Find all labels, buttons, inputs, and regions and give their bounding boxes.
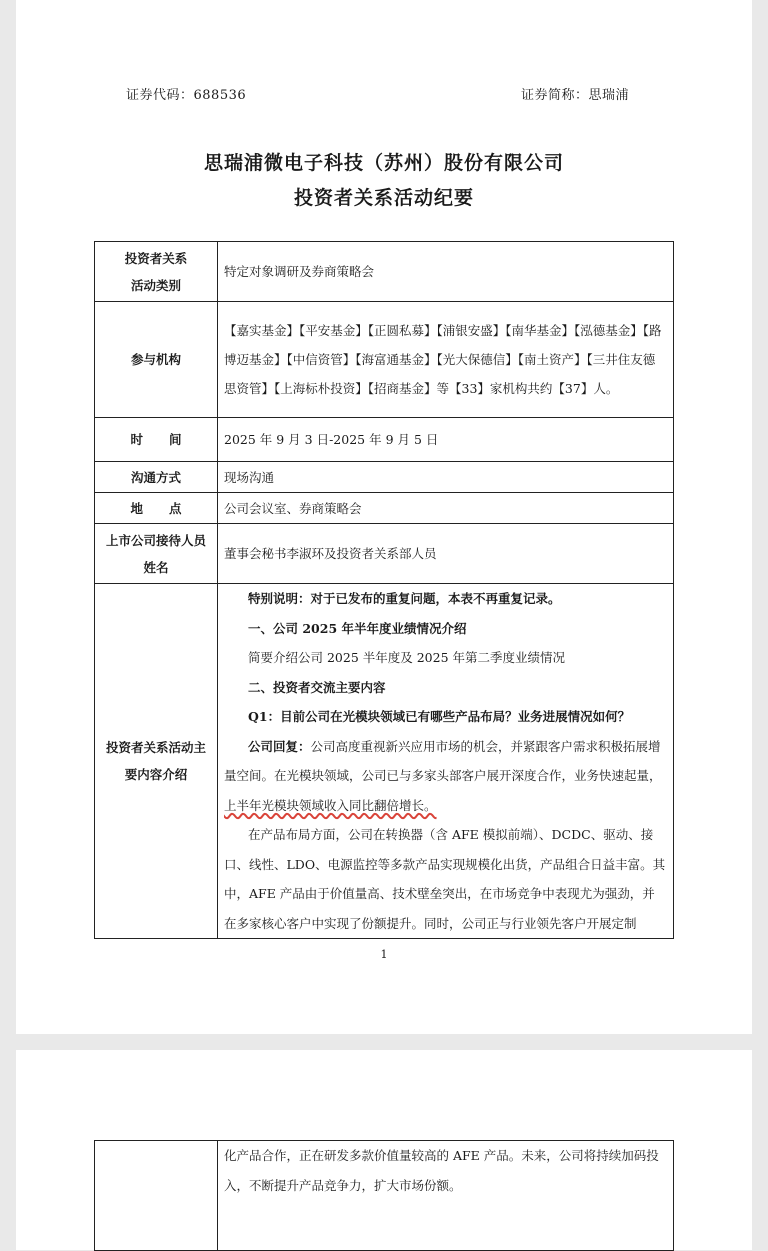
table-row [95,1141,674,1251]
place-value: 公司会议室、券商策略会 [218,493,674,524]
empty-label-cell [95,1141,218,1251]
page2-paragraph: 化产品合作，正在研发多款价值量较高的 AFE 产品。未来，公司将持续加码投入，不断提升产品竞争力，扩大市场份额。 [224,1148,659,1193]
content-label: 投资者关系活动主 要内容介绍 [95,584,218,939]
host-label: 上市公司接待人员 姓名 [95,524,218,584]
table-row [95,524,674,584]
host-value: 董事会秘书李淑环及投资者关系部人员 [218,524,674,584]
activity-type-value: 特定对象调研及券商策略会 [218,242,674,302]
stock-short-name: 证券简称：思瑞浦 [521,88,630,103]
table-row [95,418,674,462]
method-value: 现场沟通 [218,462,674,493]
time-value: 2025 年 9 月 3 日-2025 年 9 月 5 日 [218,418,674,462]
table-row [95,493,674,524]
highlighted-sentence: 上半年光模块领域收入同比翻倍增长。 [224,797,437,813]
place-label: 地点 [95,493,218,524]
section1-text: 简要介绍公司 2025 半年度及 2025 年第二季度业绩情况 [248,650,566,665]
company-title: 思瑞浦微电子科技（苏州）股份有限公司 [203,152,564,174]
table-row [95,302,674,418]
answer-paragraph: 公司回复：公司高度重视新兴应用市场的机会，并紧跟客户需求积极拓展增量空间。在光模块领域，公司已与多家头部客户展开深度合作，业务快速起量，上半年光模块领域收入同比翻倍增长。 [224,738,662,813]
activity-type-label: 投资者关系 活动类别 [95,242,218,302]
table-row [95,242,674,302]
institutions-label: 参与机构 [95,302,218,418]
continuation-table [94,1140,674,1251]
table-row [95,462,674,493]
paragraph-2: 在产品布局方面，公司在转换器（含 AFE 模拟前端）、DCDC、驱动、接口、线性、LDO、电源监控等多款产品实现规模化出货，产品组合日益丰富。其中，AFE 产品由于价值量高、技术壁垒突出，在市场竞争中表现尤为强劲，并在多家核心客户中实现了份额提升。同时，公司正与行业领先客户开展定制 [224,827,666,931]
stock-code: 证券代码：688536 [126,88,247,103]
method-label: 沟通方式 [95,462,218,493]
document-page-2 [16,1050,752,1250]
page-number: 1 [380,948,388,961]
institutions-value: 【嘉实基金】【平安基金】【正圆私募】【浦银安盛】【南华基金】【泓德基金】【路博迈基金】【中信资管】【海富通基金】【光大保德信】【南土资产】【三井住友德思资管】【上海标朴投资】【招商基金】等【33】家机构共约【37】人。 [218,302,674,418]
question-1: Q1：目前公司在光模块领域已有哪些产品布局？业务进展情况如何？ [248,709,631,724]
special-note: 特别说明：对于已发布的重复问题，本表不再重复记录。 [248,591,561,606]
document-page-1 [16,0,752,1034]
content-body [218,584,674,939]
section1-title: 一、公司 2025 年半年度业绩情况介绍 [248,620,467,636]
time-label: 时间 [95,418,218,462]
section2-title: 二、投资者交流主要内容 [248,679,386,695]
continuation-body [218,1141,674,1251]
table-row [95,584,674,939]
document-title: 投资者关系活动纪要 [293,187,474,209]
activity-table [94,241,674,939]
